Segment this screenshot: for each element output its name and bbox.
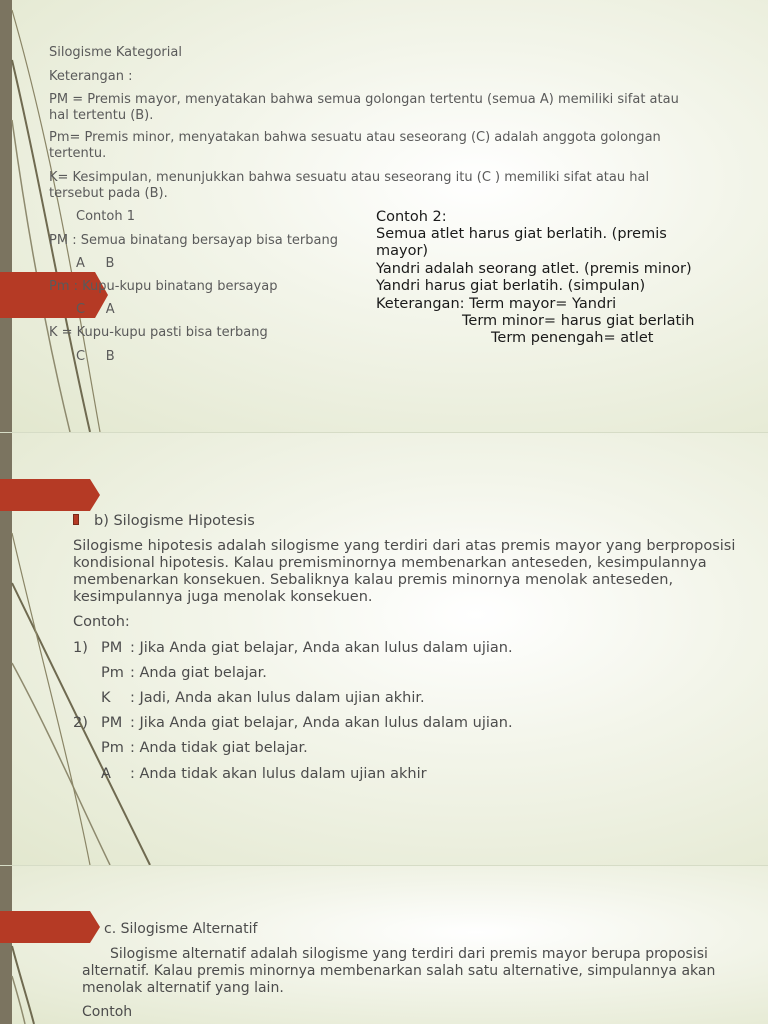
pm-text: : Jika Anda giat belajar, Anda akan lulus dalam ujian.: [130, 640, 513, 656]
k-label: K: [101, 690, 111, 706]
contoh-label: Contoh: [82, 1004, 133, 1020]
contoh2-line3: Yandri harus giat berlatih. (simpulan): [376, 278, 646, 294]
contoh2-line4: Keterangan: Term mayor= Yandri: [376, 296, 617, 312]
pm-minor-text: : Anda giat belajar.: [130, 665, 267, 681]
contoh2-line1: Semua atlet harus giat berlatih. (premis: [376, 226, 667, 242]
slide-title: Silogisme Kategorial: [49, 45, 182, 60]
a-label: A: [101, 766, 111, 782]
slide-2: [0, 433, 768, 865]
contoh2-line5: Term minor= harus giat berlatih: [462, 313, 695, 329]
k-line: K = Kupu-kupu pasti bisa terbang: [49, 325, 268, 340]
cb-line: C B: [76, 349, 115, 364]
contoh2-label: Contoh 2:: [376, 209, 447, 225]
pm-definition: PM = Premis mayor, menyatakan bahwa semua golongan tertentu (semua A) memiliki sifat atau hal tertentu (B).: [49, 92, 679, 123]
ab-line: A B: [76, 256, 115, 271]
contoh2-line1b: mayor): [376, 243, 429, 259]
keterangan-label: Keterangan :: [49, 69, 133, 84]
contoh-label: Contoh:: [73, 614, 130, 630]
ca-line: C A: [76, 302, 115, 317]
pm-text: : Jika Anda giat belajar, Anda akan lulus dalam ujian.: [130, 715, 513, 731]
section-title: c. Silogisme Alternatif: [104, 921, 258, 937]
pm-minor-label: Pm: [101, 740, 124, 756]
k-definition: K= Kesimpulan, menunjukkan bahwa sesuatu atau seseorang itu (C ) memiliki sifat atau hal tersebut pada (B).: [49, 170, 650, 201]
slide-1: [0, 0, 768, 432]
accent-tab: [0, 479, 100, 511]
contoh2-line6: Term penengah= atlet: [491, 330, 654, 346]
pm-minor-line: Pm : Kupu-kupu binatang bersayap: [49, 279, 278, 294]
contoh1-label: Contoh 1: [76, 209, 135, 224]
bullet-icon: [73, 514, 79, 525]
pm-minor-label: Pm: [101, 665, 124, 681]
section-paragraph: Silogisme alternatif adalah silogisme yang terdiri dari premis mayor berupa proposisi alternatif. Kalau premis minornya membenarkan salah satu alternative, simpulannya akan menolak alternatif yang lain.: [82, 946, 716, 996]
section-title: b) Silogisme Hipotesis: [94, 513, 255, 529]
example-number: 1): [73, 640, 88, 656]
example-number: 2): [73, 715, 88, 731]
pm-label: PM: [101, 715, 123, 731]
accent-tab: [0, 911, 100, 943]
a-text: : Anda tidak akan lulus dalam ujian akhir: [130, 766, 427, 782]
section-paragraph: Silogisme hipotesis adalah silogisme yang terdiri dari atas premis mayor yang berproposisi kondisional hipotesis. Kalau premisminornya membenarkan anteseden, kesimpulannya membenarkan konsekuen. Sebaliknya kalau premis minornya menolak anteseden, kesimpulannya juga menolak konsekuen.: [73, 538, 736, 605]
pm-minor-text: : Anda tidak giat belajar.: [130, 740, 308, 756]
slide-3: [0, 866, 768, 1024]
k-text: : Jadi, Anda akan lulus dalam ujian akhir.: [130, 690, 425, 706]
pm-minor-definition: Pm= Premis minor, menyatakan bahwa sesuatu atau seseorang (C) adalah anggota golongan tertentu.: [49, 130, 661, 161]
pm-line: PM : Semua binatang bersayap bisa terbang: [49, 233, 338, 248]
swoosh-decoration: [0, 866, 60, 1024]
contoh2-line2: Yandri adalah seorang atlet. (premis minor): [376, 261, 692, 277]
pm-label: PM: [101, 640, 123, 656]
